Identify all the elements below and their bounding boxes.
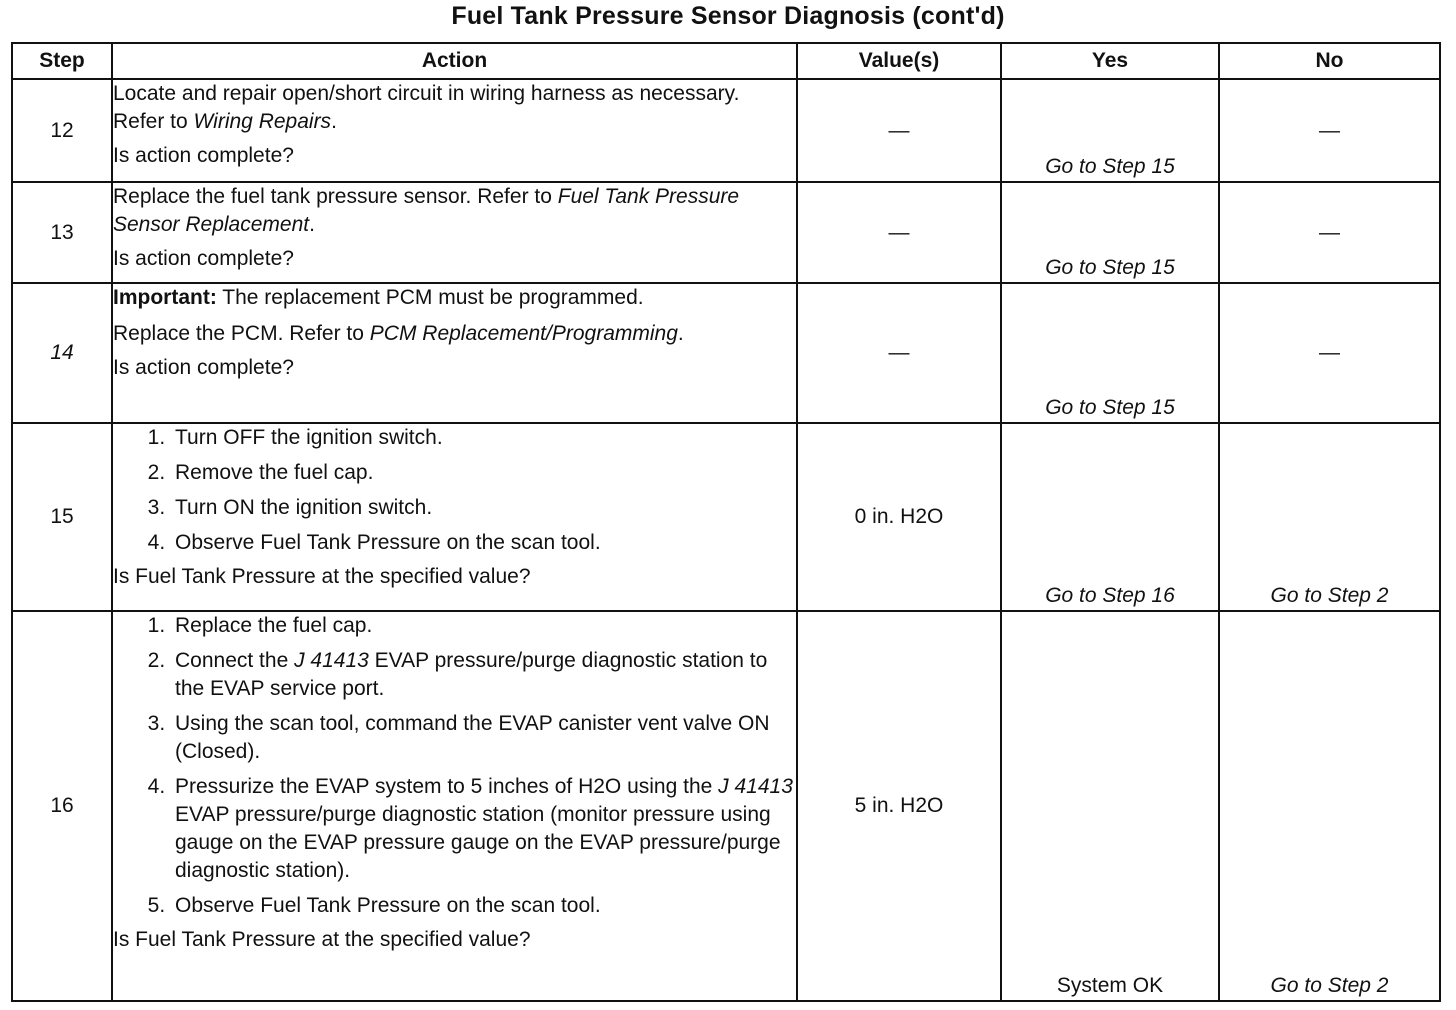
step-number: 12 (12, 79, 112, 182)
procedure-step (171, 773, 796, 885)
action-question: Is action complete? (113, 144, 294, 167)
yes-cell: Go to Step 15 (1001, 182, 1219, 283)
value-cell: — (797, 182, 1001, 283)
yes-cell: Go to Step 16 (1001, 423, 1219, 611)
action-punct: . (677, 322, 684, 345)
important-label: Important: (113, 286, 217, 309)
yes-cell: Go to Step 15 (1001, 79, 1219, 182)
procedure-list (113, 424, 796, 557)
procedure-text: Connect the (175, 649, 295, 672)
action-text (113, 80, 796, 136)
reference-link: Fuel Tank Pressure Sensor Replacement (113, 185, 740, 236)
no-cell: — (1219, 79, 1440, 182)
procedure-text: EVAP pressure/purge diagnostic station to the EVAP service port. (175, 649, 768, 700)
action-text (113, 320, 796, 348)
document-title: Fuel Tank Pressure Sensor Diagnosis (cont'd) (451, 2, 1005, 30)
header-row (12, 43, 1440, 79)
tool-reference: J 41413 (294, 649, 369, 672)
no-cell: — (1219, 283, 1440, 423)
important-text: The replacement PCM must be programmed. (216, 286, 644, 309)
no-cell: Go to Step 2 (1219, 423, 1440, 611)
action-punct: . (309, 213, 315, 236)
step-number: 13 (12, 182, 112, 283)
action-cell (112, 79, 797, 182)
header-values: Value(s) (797, 43, 1001, 79)
value-cell: — (797, 283, 1001, 423)
procedure-step: 2. Remove the fuel cap. (171, 459, 796, 487)
action-punct: . (331, 110, 337, 133)
action-instruction: Replace the PCM. Refer to (113, 322, 370, 345)
procedure-step: 3. Turn ON the ignition switch. (171, 494, 796, 522)
table-row-step-15 (12, 423, 1440, 611)
step-number: 15 (12, 423, 112, 611)
action-instruction: Locate and repair open/short circuit in wiring harness as necessary. Refer to (113, 82, 740, 133)
action-cell (112, 611, 797, 1001)
procedure-step: 1. Replace the fuel cap. (171, 612, 796, 640)
diagnosis-table (11, 42, 1441, 1002)
table-row-step-12 (12, 79, 1440, 182)
yes-cell: System OK (1001, 611, 1219, 1001)
action-instruction: Replace the fuel tank pressure sensor. Refer to (113, 185, 558, 208)
action-text (113, 183, 796, 239)
procedure-text: Pressurize the EVAP system to 5 inches of H2O using the (175, 775, 719, 798)
no-cell: — (1219, 182, 1440, 283)
procedure-step: 4. Observe Fuel Tank Pressure on the scan tool. (171, 529, 796, 557)
reference-link: Wiring Repairs (193, 110, 332, 133)
procedure-step (171, 647, 796, 703)
action-cell (112, 283, 797, 423)
table-row-step-16 (12, 611, 1440, 1001)
procedure-list (113, 612, 796, 920)
reference-link: PCM Replacement/Programming (369, 322, 678, 345)
table-row-step-14 (12, 283, 1440, 423)
header-no: No (1219, 43, 1440, 79)
action-question: Is action complete? (113, 247, 294, 270)
action-cell (112, 182, 797, 283)
procedure-text: EVAP pressure/purge diagnostic station (monitor pressure using gauge on the EVAP pressure gauge on the EVAP pressure/purge diagnostic station). (175, 803, 781, 882)
procedure-step: 1. Turn OFF the ignition switch. (171, 424, 796, 452)
procedure-step: 3. Using the scan tool, command the EVAP canister vent valve ON (Closed). (171, 710, 796, 766)
value-cell: 0 in. H2O (797, 423, 1001, 611)
table-row-step-13 (12, 182, 1440, 283)
value-cell: 5 in. H2O (797, 611, 1001, 1001)
step-number: 16 (12, 611, 112, 1001)
header-action: Action (112, 43, 797, 79)
header-step: Step (12, 43, 112, 79)
yes-cell: Go to Step 15 (1001, 283, 1219, 423)
procedure-step: 5. Observe Fuel Tank Pressure on the scan tool. (171, 892, 796, 920)
value-cell: — (797, 79, 1001, 182)
tool-reference: J 41413 (718, 775, 793, 798)
action-question: Is Fuel Tank Pressure at the specified value? (113, 928, 531, 951)
action-question: Is action complete? (113, 356, 294, 379)
step-number: 14 (12, 283, 112, 423)
action-question: Is Fuel Tank Pressure at the specified value? (113, 565, 531, 588)
header-yes: Yes (1001, 43, 1219, 79)
no-cell: Go to Step 2 (1219, 611, 1440, 1001)
important-note (113, 284, 796, 312)
action-cell (112, 423, 797, 611)
